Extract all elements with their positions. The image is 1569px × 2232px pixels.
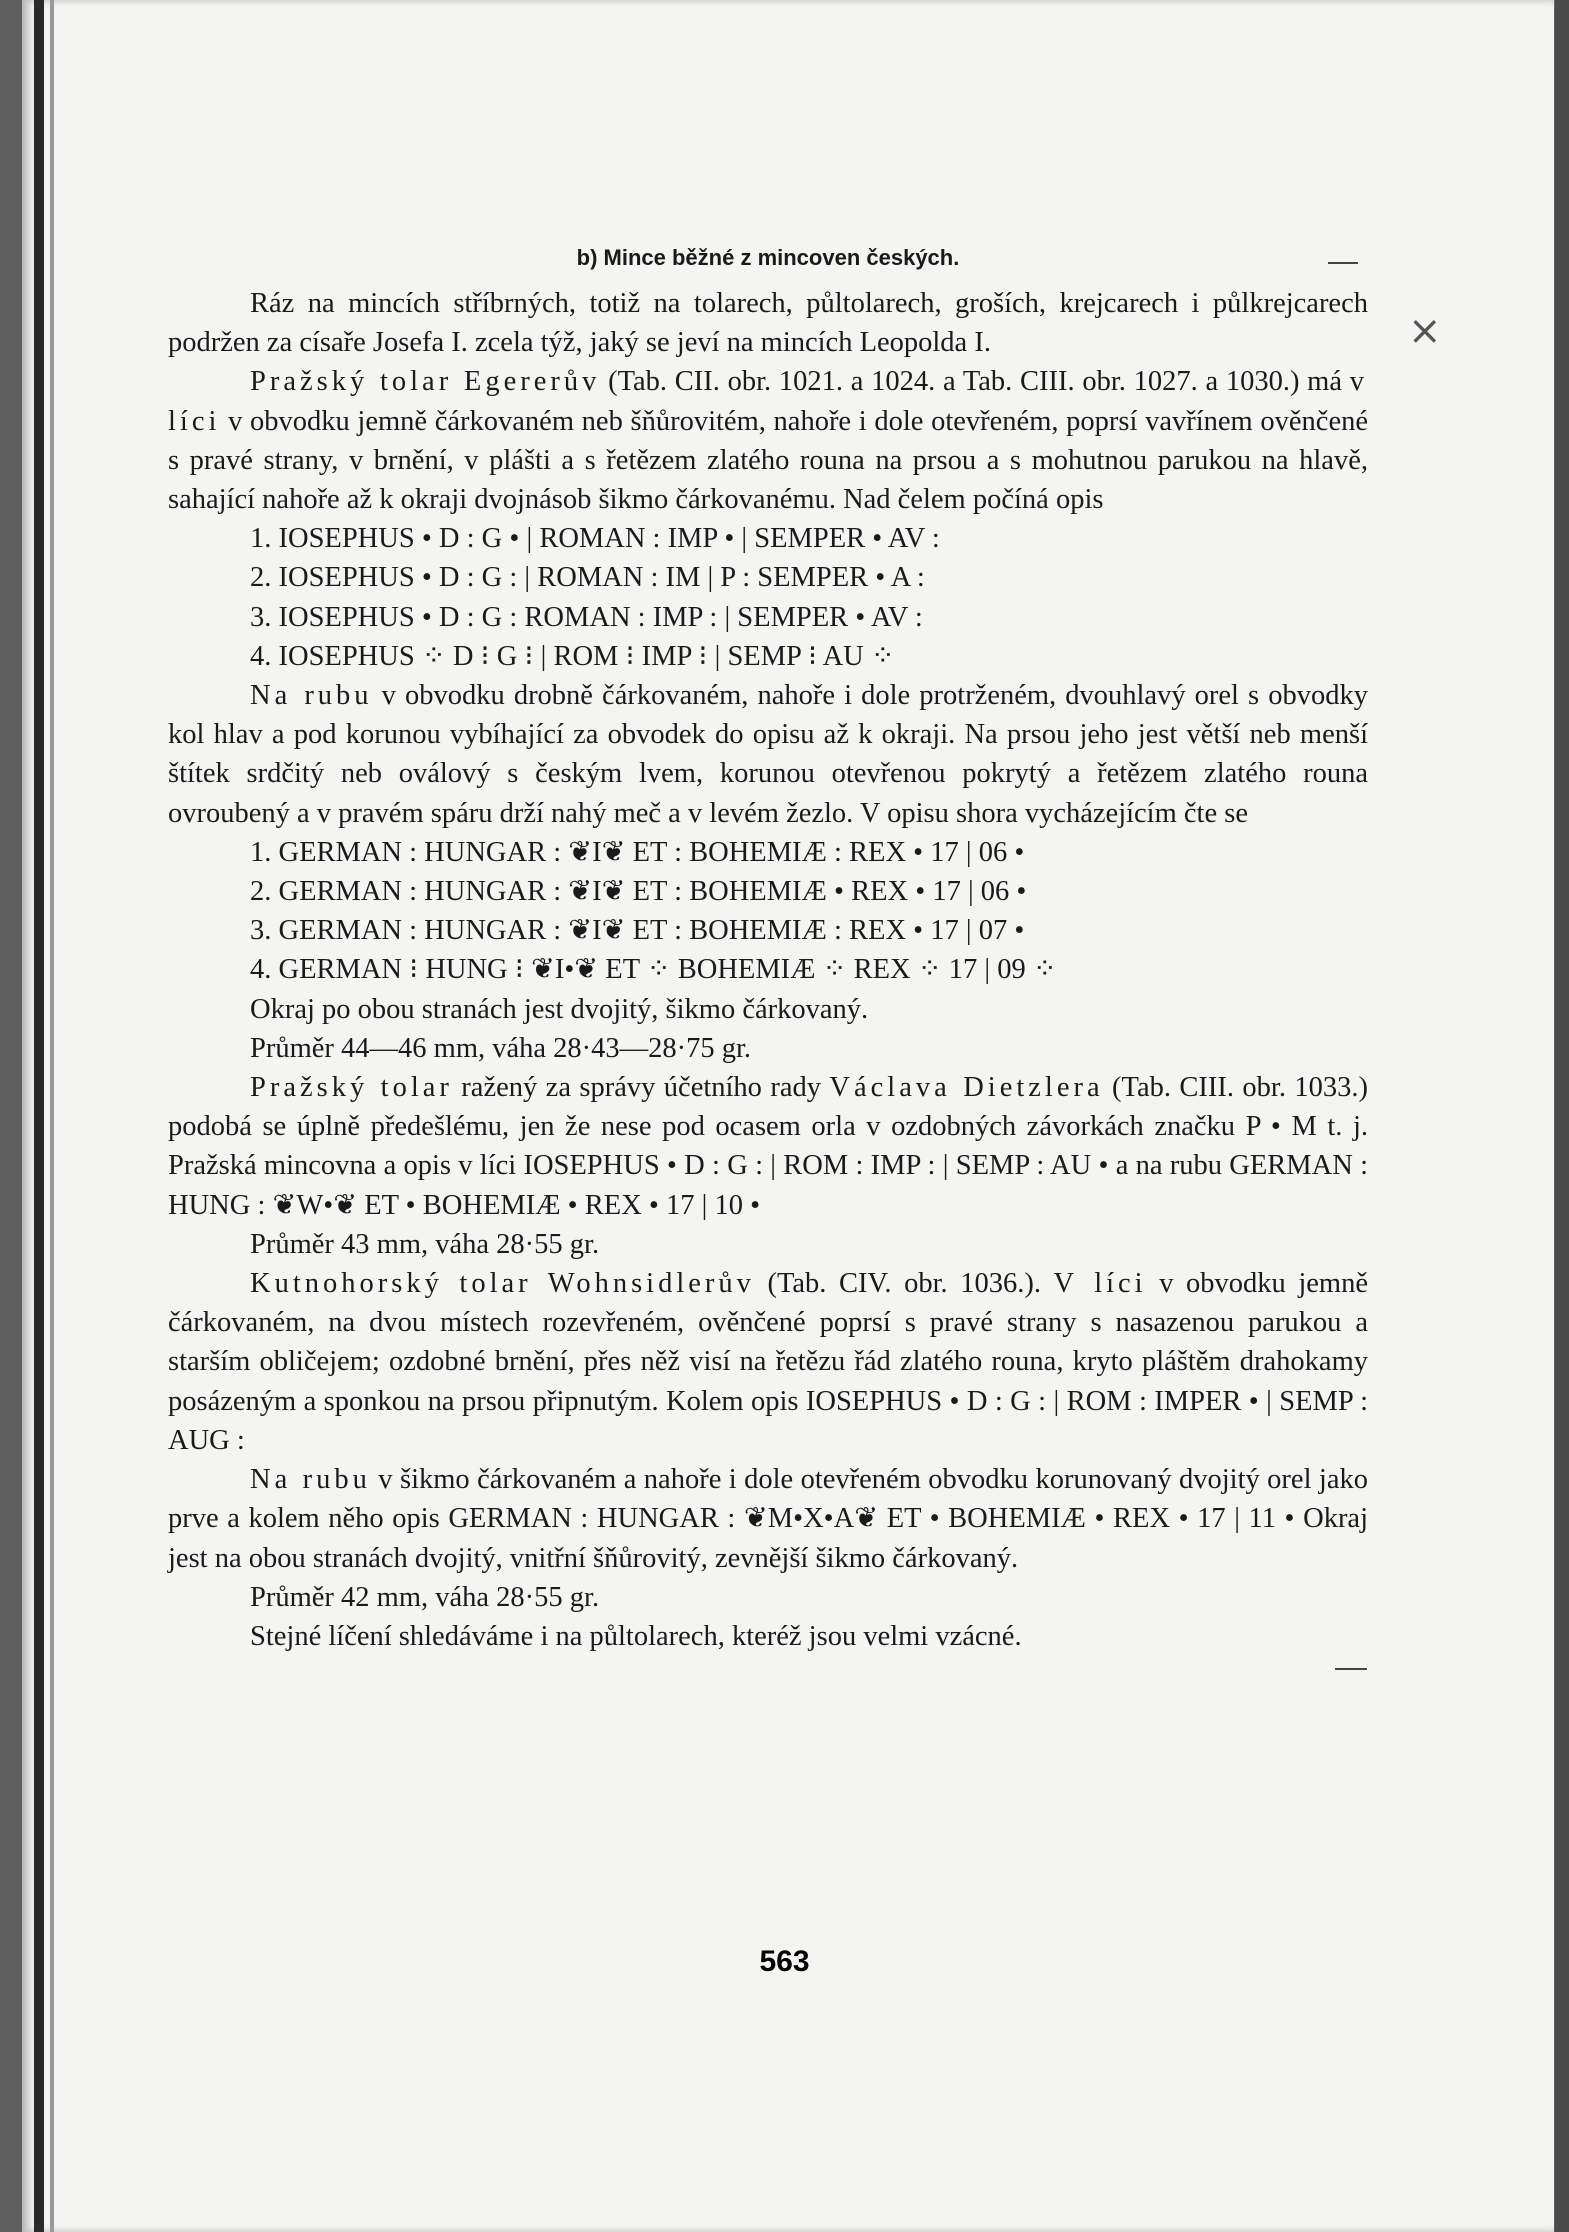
paragraph-diameter: Průměr 42 mm, váha 28·55 gr.: [250, 1581, 600, 1613]
scan-right-edge: [1555, 0, 1569, 2232]
spaced-term: V líci: [1053, 1268, 1147, 1300]
spaced-term: Václava Dietzlera: [829, 1072, 1104, 1104]
margin-pencil-mark-icon: ×: [1408, 308, 1442, 354]
paragraph-kutna-hora-thaler: [168, 1264, 1368, 1460]
page-number: 563: [759, 1945, 810, 1978]
spaced-term: v líci: [168, 366, 1368, 437]
paragraph-text: (Tab. CIV. obr. 1036.).: [754, 1268, 1054, 1300]
spaced-term: Pražský tolar: [250, 1072, 453, 1104]
paragraph-text: ražený za správy účetního rady: [452, 1072, 830, 1104]
spaced-term: Na rubu: [250, 1464, 371, 1496]
legend-line: 1. IOSEPHUS • D : G • | ROMAN : IMP • | SEMPER • AV :: [250, 523, 940, 555]
legend-line: 3. IOSEPHUS • D : G : ROMAN : IMP : | SEMPER • AV :: [250, 601, 923, 633]
paragraph-text: v obvodku jemně čárkovaném neb šňůrovitém, nahoře i dole otevřeném, poprsí vavřínem ověnčené s pravé strany, v brnění, v plášti a s řetězem zlatého rouna na prsou a s mohutnou parukou na hlavě, sahající nahoře až k okraji dvojnásob šikmo čárkovanému. Nad čelem počíná opis: [168, 405, 1368, 516]
book-spine-shadow: [34, 0, 44, 2232]
legend-line: 3. GERMAN : HUNGAR : ❦I❦ ET : BOHEMIÆ : REX • 17 | 07 •: [250, 915, 1025, 947]
paragraph-intro: Ráz na mincích stříbrných, totiž na tolarech, půltolarech, groších, krejcarech i půlkrejcarech podržen za císaře Josefa I. zcela týž, jaký se jeví na mincích Leopolda I.: [168, 288, 1368, 359]
body-text: [168, 284, 1368, 1656]
legend-line: 2. GERMAN : HUNGAR : ❦I❦ ET : BOHEMIÆ • REX • 17 | 06 •: [250, 876, 1027, 908]
legend-line: 4. IOSEPHUS ⁘ D ⁝ G ⁝ | ROM ⁝ IMP ⁝ | SEMP ⁝ AU ⁘: [250, 640, 895, 672]
paragraph-text: (Tab. CIII. obr. 1033.) podobá se úplně předešlému, jen že nese pod ocasem orla v ozdobných závorkách značku P • M t. j. Pražská mincovna a opis v líci IOSEPHUS • D : G : | ROM : IMP : | SEMP : AU • a na rubu GERMAN : HUNG : ❦W•❦ ET • BOHEMIÆ • REX • 17 | 10 •: [168, 1072, 1369, 1221]
paragraph-half-thalers: Stejné líčení shledáváme i na půltolarech, kteréž jsou velmi vzácné.: [250, 1620, 1022, 1652]
spaced-term: Pražský tolar Egererův: [250, 366, 601, 398]
paragraph-diameter: Průměr 43 mm, váha 28·55 gr.: [250, 1228, 600, 1260]
legend-line: 4. GERMAN ⁝ HUNG ⁝ ❦I•❦ ET ⁘ BOHEMIÆ ⁘ REX ⁘ 17 | 09 ⁘: [250, 954, 1057, 986]
paragraph-edge: Okraj po obou stranách jest dvojitý, šikmo čárkovaný.: [250, 993, 869, 1025]
legend-line: 1. GERMAN : HUNGAR : ❦I❦ ET : BOHEMIÆ : REX • 17 | 06 •: [250, 836, 1025, 868]
paragraph-text: v šikmo čárkovaném a nahoře i dole otevřeném obvodku korunovaný dvojitý orel jako prve a kolem něho opis GERMAN : HUNGAR : ❦M•X•A❦ ET • BOHEMIÆ • REX • 17 | 11 • Okraj jest na obou stranách dvojitý, vnitřní šňůrovitý, zevnější šikmo čárkovaný.: [168, 1464, 1368, 1574]
paragraph-reverse-kutna-hora: [168, 1460, 1368, 1578]
paragraph-prague-thaler-egerer: [168, 362, 1368, 519]
book-spine-line: [50, 0, 54, 2232]
section-heading: b) Mince běžné z mincoven českých.: [576, 245, 960, 270]
paragraph-text: v obvodku jemně čárkovaném, na dvou místech rozevřeném, ověnčené poprsí s pravé strany s nasazenou parukou a starším obličejem; ozdobné brnění, přes něž visí na řetězu řád zlatého rouna, kryto pláštěm drahokamy posázeným a sponkou na prsou připnutým. Kolem opis IOSEPHUS • D : G : | ROM : IMPER • | SEMP : AUG :: [168, 1268, 1368, 1456]
legend-line: 2. IOSEPHUS • D : G : | ROMAN : IM | P : SEMPER • A :: [250, 562, 925, 594]
paragraph-text: (Tab. CII. obr. 1021. a 1024. a Tab. CIII. obr. 1027. a 1030.) má: [600, 366, 1350, 398]
spaced-term: Kutnohorský tolar Wohnsidlerův: [250, 1268, 755, 1300]
spaced-term: Na rubu: [250, 680, 373, 712]
margin-dash: [1335, 1668, 1367, 1670]
paragraph-text: v obvodku drobně čárkovaném, nahoře i dole protrženém, dvouhlavý orel s obvodky kol hlav a pod korunou vybíhající za obvodek do opisu až k okraji. Na prsou jeho jest větší neb menší štítek srdčitý neb oválový s českým lvem, korunou otevřenou pokrytý a řetězem zlatého rouna ovroubený a v pravém spáru drží nahý meč a v levém žezlo. V opisu shora vycházejícím čte se: [168, 680, 1368, 829]
paragraph-reverse: [168, 676, 1368, 833]
paragraph-diameter: Průměr 44—46 mm, váha 28·43—28·75 gr.: [250, 1032, 752, 1064]
paragraph-prague-thaler-dietzler: [168, 1068, 1368, 1225]
